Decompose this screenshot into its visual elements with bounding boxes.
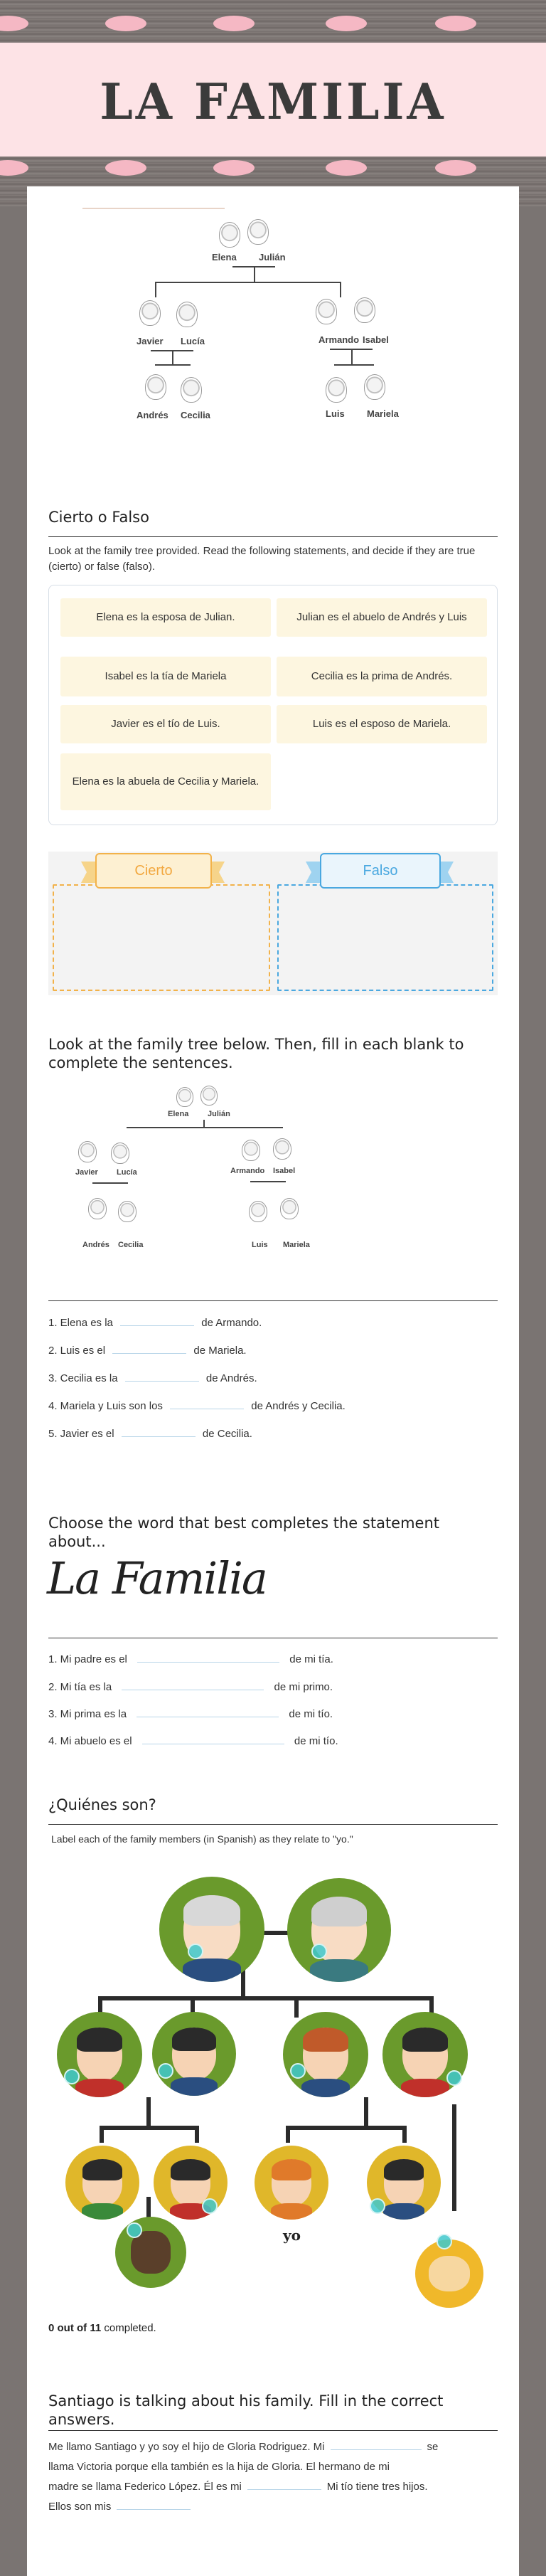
avatar [273,1138,291,1160]
avatar [139,300,161,326]
fill-item: 4. Mariela y Luis son los de Andrés y Cecilia. [48,1400,346,1412]
avatar-mother-side-left [57,2012,142,2097]
heart-icon [0,160,28,176]
family-tree-labeling [48,1877,503,2304]
avatar [242,1140,260,1161]
fill-item: 2. Luis es el de Mariela. [48,1345,247,1357]
heart-icon [213,16,255,31]
answer-dropdown[interactable] [142,1734,284,1744]
avatar [280,1198,299,1219]
answer-dropdown[interactable] [136,1707,279,1717]
section-title-fill-blanks: Look at the family tree below. Then, fill in each blank to complete the sentences. [48,1036,464,1071]
falso-header: Falso [320,853,441,889]
answer-blank[interactable] [247,2480,321,2490]
divider [48,536,498,537]
avatar [219,222,240,248]
heart-icon [326,160,367,176]
avatar [316,299,337,324]
instructions: Label each of the family members (in Spanish) as they relate to "yo." [51,1833,353,1845]
avatar [118,1201,136,1222]
divider [48,2430,498,2431]
yo-label: yo [283,2227,301,2244]
label-dropzone[interactable] [446,2070,462,2086]
statement-card[interactable]: Javier es el tío de Luis. [60,705,271,743]
avatar [364,374,385,400]
family-tree-image-small: Elena Julián Javier Lucía Armando Isabel Andrés Cecilia Luis Mariela [48,1084,326,1269]
section-title-quienes-son: ¿Quiénes son? [48,1796,156,1813]
heart-icon [326,16,367,31]
avatar-dog [115,2217,186,2288]
heart-icon [105,160,146,176]
avatar [249,1201,267,1222]
answer-blank[interactable] [117,2500,191,2510]
avatar [78,1141,97,1162]
progress-status: 0 out of 11 completed. [48,2322,156,2334]
avatar [111,1143,129,1164]
label-dropzone-abuelo[interactable] [188,1944,203,1959]
avatar [88,1198,107,1219]
statement-cards-container [48,585,498,825]
label-dropzone-abuela[interactable] [311,1944,327,1959]
family-tree-image: Elena Julián Javier Lucía Armando Isabel Andrés Cecilia Luis Mariela [77,208,390,450]
answer-blank[interactable] [125,1372,199,1382]
choice-item: 2. Mi tía es la de mi primo. [48,1681,333,1693]
avatar [181,377,202,403]
avatar-cousin [65,2146,139,2220]
heart-icon [0,16,28,31]
label-dropzone[interactable] [202,2198,218,2214]
statement-card[interactable]: Cecilia es la prima de Andrés. [277,657,487,696]
section-title-choose-word: Choose the word that best completes the statement about... [48,1515,440,1550]
avatar [145,374,166,400]
answer-blank[interactable] [112,1344,186,1354]
santiago-paragraph: Me llamo Santiago y yo soy el hijo de Gloria Rodriguez. Mi se llama Victoria porque ella también es la hija de Gloria. El hermano de mi madre se llama Federico López. Él es mi Mi tío tiene tres hijos. Ellos son mis [48,2441,439,2513]
worksheet [27,186,519,2576]
label-dropzone[interactable] [290,2063,306,2079]
label-dropzone[interactable] [158,2063,173,2079]
avatar [176,302,198,327]
label-dropzone[interactable] [437,2234,452,2249]
hearts-row-bottom [0,160,546,180]
section-title-santiago: Santiago is talking about his family. Fill in the correct answers. [48,2392,444,2428]
avatar [354,297,375,323]
avatar [247,219,269,245]
choice-item: 3. Mi prima es la de mi tío. [48,1708,333,1720]
divider [48,1300,498,1301]
label-dropzone[interactable] [64,2069,80,2084]
statement-card[interactable]: Isabel es la tía de Mariela [60,657,271,696]
fill-item: 5. Javier es el de Cecilia. [48,1428,252,1440]
falso-drop-zone[interactable] [277,884,493,991]
statement-card[interactable]: Elena es la abuela de Cecilia y Mariela. [60,753,271,810]
page-title: LA FAMILIA [100,72,446,131]
avatar-abuela [287,1878,391,1982]
title-banner [0,43,546,160]
section-title-cierto-falso: Cierto o Falso [48,509,149,526]
answer-blank[interactable] [331,2440,422,2450]
avatar [176,1087,193,1107]
hearts-row-top [0,16,546,36]
choice-item: 4. Mi abuelo es el de mi tío. [48,1735,338,1747]
answer-dropdown[interactable] [137,1653,279,1663]
sorting-panel [48,852,498,995]
avatar-father-side-left [152,2012,236,2096]
heart-icon [435,16,476,31]
statement-card[interactable]: Luis es el esposo de Mariela. [277,705,487,743]
choice-item: 1. Mi padre es el de mi tía. [48,1653,333,1665]
script-title: La Familia [47,1552,267,1604]
label-dropzone[interactable] [127,2222,142,2238]
answer-blank[interactable] [120,1316,194,1326]
divider [48,1824,498,1825]
answer-blank[interactable] [170,1399,244,1409]
heart-icon [213,160,255,176]
fill-item: 3. Cecilia es la de Andrés. [48,1372,257,1384]
fill-item: 1. Elena es la de Armando. [48,1317,262,1329]
answer-blank[interactable] [122,1427,196,1437]
answer-dropdown[interactable] [122,1680,264,1690]
label-dropzone[interactable] [370,2198,385,2214]
cierto-header: Cierto [95,853,212,889]
avatar [200,1086,218,1106]
cat-icon [415,2240,483,2308]
avatar [326,377,347,403]
cierto-drop-zone[interactable] [53,884,270,991]
heart-icon [105,16,146,31]
avatar-abuelo [159,1877,264,1982]
avatar-yo [255,2146,328,2220]
statement-card[interactable]: Julian es el abuelo de Andrés y Luis [277,598,487,637]
instructions: Look at the family tree provided. Read the following statements, and decide if they are true (cierto) or false (falso). [48,545,476,573]
heart-icon [435,160,476,176]
statement-card[interactable]: Elena es la esposa de Julian. [60,598,271,637]
avatar-mother-side-right [283,2012,368,2097]
